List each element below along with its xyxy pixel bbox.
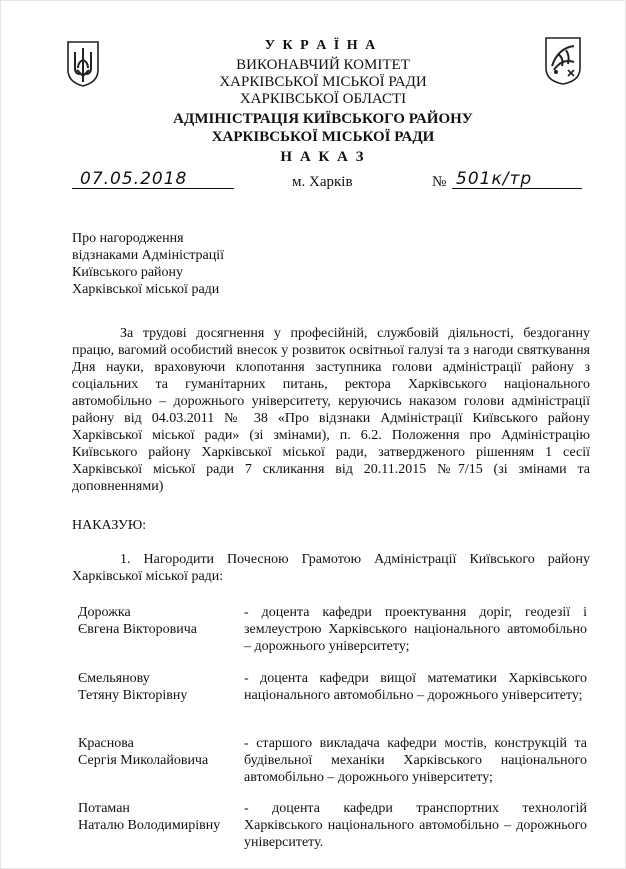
subject-line-2: відзнаками Адміністрації (72, 248, 225, 263)
awardee-surname: Краснова (78, 736, 134, 751)
awardee-description: - старшого викладача кафедри мостів, конструкцій та будівельної механіки Харківського національного автомобільно – дорожнього університету; (244, 736, 587, 785)
administration-line-1: АДМІНІСТРАЦІЯ КИЇВСЬКОГО РАЙОНУ (173, 111, 473, 127)
committee-line-3: ХАРКІВСЬКОЇ ОБЛАСТІ (239, 91, 407, 107)
committee-line-1: ВИКОНАВЧИЙ КОМІТЕТ (236, 57, 410, 73)
awardee-given-name: Сергія Миколайовича (78, 753, 209, 768)
awardee-surname: Ємельянову (78, 671, 150, 686)
awardee-given-name: Тетяну Вікторівну (78, 688, 188, 703)
awardee-description: - доцента кафедри транспортних технологій Харківського національного автомобільно – дорожнього університету. (244, 801, 587, 850)
awardee-given-name: Наталю Володимирівну (78, 818, 221, 833)
awardee-description: - доцента кафедри вищої математики Харківського національного автомобільно – дорожнього університету; (244, 671, 587, 703)
committee-line-2: ХАРКІВСЬКОЇ МІСЬКОЇ РАДИ (219, 74, 427, 90)
awardee-description: - доцента кафедри проектування доріг, геодезії і землеустрою Харківського національного автомобільно – дорожнього університету; (244, 605, 587, 654)
subject-line-1: Про нагородження (72, 231, 184, 246)
administration-line-2: ХАРКІВСЬКОЇ МІСЬКОЇ РАДИ (211, 129, 435, 145)
order-command: НАКАЗУЮ: (72, 518, 147, 533)
award-item-1: 1. Нагородити Почесною Грамотою Адміністрації Київського району Харківської міської ради: (72, 552, 590, 584)
awardee-given-name: Євгена Вікторовича (78, 622, 197, 637)
preamble-paragraph: За трудові досягнення у професійній, службовій діяльності, бездоганну працю, вагомий особистий внесок у розвиток освітньої галузі та з нагоди святкування Дня науки, враховуючи клопотання заступника голови адміністрації району з соціальних та гуманітарних питань, ректора Харківського національного автомобільно – дорожнього університету, керуючись наказом голови адміністрації району від 04.03.2011 № 38 «Про відзнаки Адміністрації Київського району Харківської міської ради» (зі змінами), п. 6.2. Положення про Адміністрацію Київського району Харківської міської ради, затвердженого рішенням 1 сесії Харківської міської ради 7 скликання від 20.11.2015 №7/15 (зі змінами та доповненнями) (72, 326, 590, 494)
document-type-title: Н А К А З (280, 149, 366, 165)
subject-line-3: Київського району (72, 265, 184, 280)
city-name: м. Харків (292, 174, 353, 190)
order-number: 501к/тр (452, 170, 582, 189)
number-prefix: № (432, 174, 447, 190)
country-title: У К Р А Ї Н А (264, 38, 378, 53)
subject-line-4: Харківської міської ради (72, 282, 220, 297)
awardee-surname: Дорожка (78, 605, 131, 620)
awardee-surname: Потаман (78, 801, 130, 816)
order-date: 07.05.2018 (72, 170, 234, 189)
